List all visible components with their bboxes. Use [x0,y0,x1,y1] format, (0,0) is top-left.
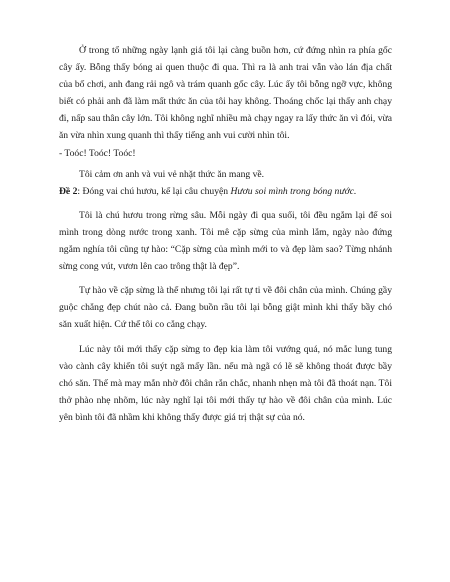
prompt-label: Đề 2 [59,185,78,197]
paragraph-3: Tôi cảm ơn anh và vui vẻ nhặt thức ăn mang về. [79,168,265,180]
paragraph-7: Lúc này tôi mới thấy cặp sừng to đẹp kia làm tôi vướng quá, nó mắc lung tung vào cành cây khiến tôi suýt ngã mấy lần. nếu mà ngã có lẽ sẽ không thoát được bầy chó săn. Thế mà may mắn nhờ đôi chân rắn chắc, nhanh nhẹn mà tôi đã thoát nạn. Tôi thở phào nhẹ nhõm, lúc này nghĩ lại tôi mới thấy tự hào về đôi chân của mình. Lúc yên bình tôi đã nhầm khi không thấy được giá trị thật sự của nó. [59,343,392,423]
prompt-story-title: Hươu soi mình trong bóng nước. [230,185,357,197]
prompt-text: : Đóng vai chú hươu, kể lại câu chuyện [77,185,231,197]
paragraph-6: Tự hào về cặp sừng là thế nhưng tôi lại rất tự ti về đôi chân của mình. Chúng gầy guộc chẳng đẹp chút nào cả. Đang buồn rầu tôi lại bỗng giật mình khi thấy bầy chó săn xuất hiện. Cứ thế tôi co cẳng chạy. [59,285,392,331]
prompt-heading [59,183,392,200]
paragraph-5: Tôi là chú hươu trong rừng sâu. Mỗi ngày đi qua suối, tôi đều ngắm lại để soi mình trong dòng nước trong xanh. Tôi mê cặp sừng của mình lắm, ngày nào đứng ngắm nghía tôi cũng tự hào: “Cặp sừng của mình mới to và đẹp làm sao? Từng nhánh sừng cong vút, vươn lên cao trông thật là đẹp”. [59,209,392,273]
paragraph-1: Ở trong tổ những ngày lạnh giá tôi lại càng buồn hơn, cứ đứng nhìn ra phía gốc cây ấy. Bỗng thấy bóng ai quen thuộc đi qua. Thì ra là anh trai vẫn vào lán địa chất của bố chơi, anh đang rải ngô và trám quanh gốc cây. Lúc ấy tôi bỗng ngỡ vực, không biết có phải anh đã làm mất thức ăn của tôi hay không. Thoáng chốc lại thấy anh chạy đi, nấp sau thân cây lớn. Tôi không nghĩ nhiều mà chạy ngay ra lấy thức ăn vì đói, vừa ăn vừa nhìn xung quanh thì thấy tiếng anh vui cười nhìn tôi. [59,45,392,142]
paragraph-dialogue: - Toóc! Toóc! Toóc! [59,147,136,159]
